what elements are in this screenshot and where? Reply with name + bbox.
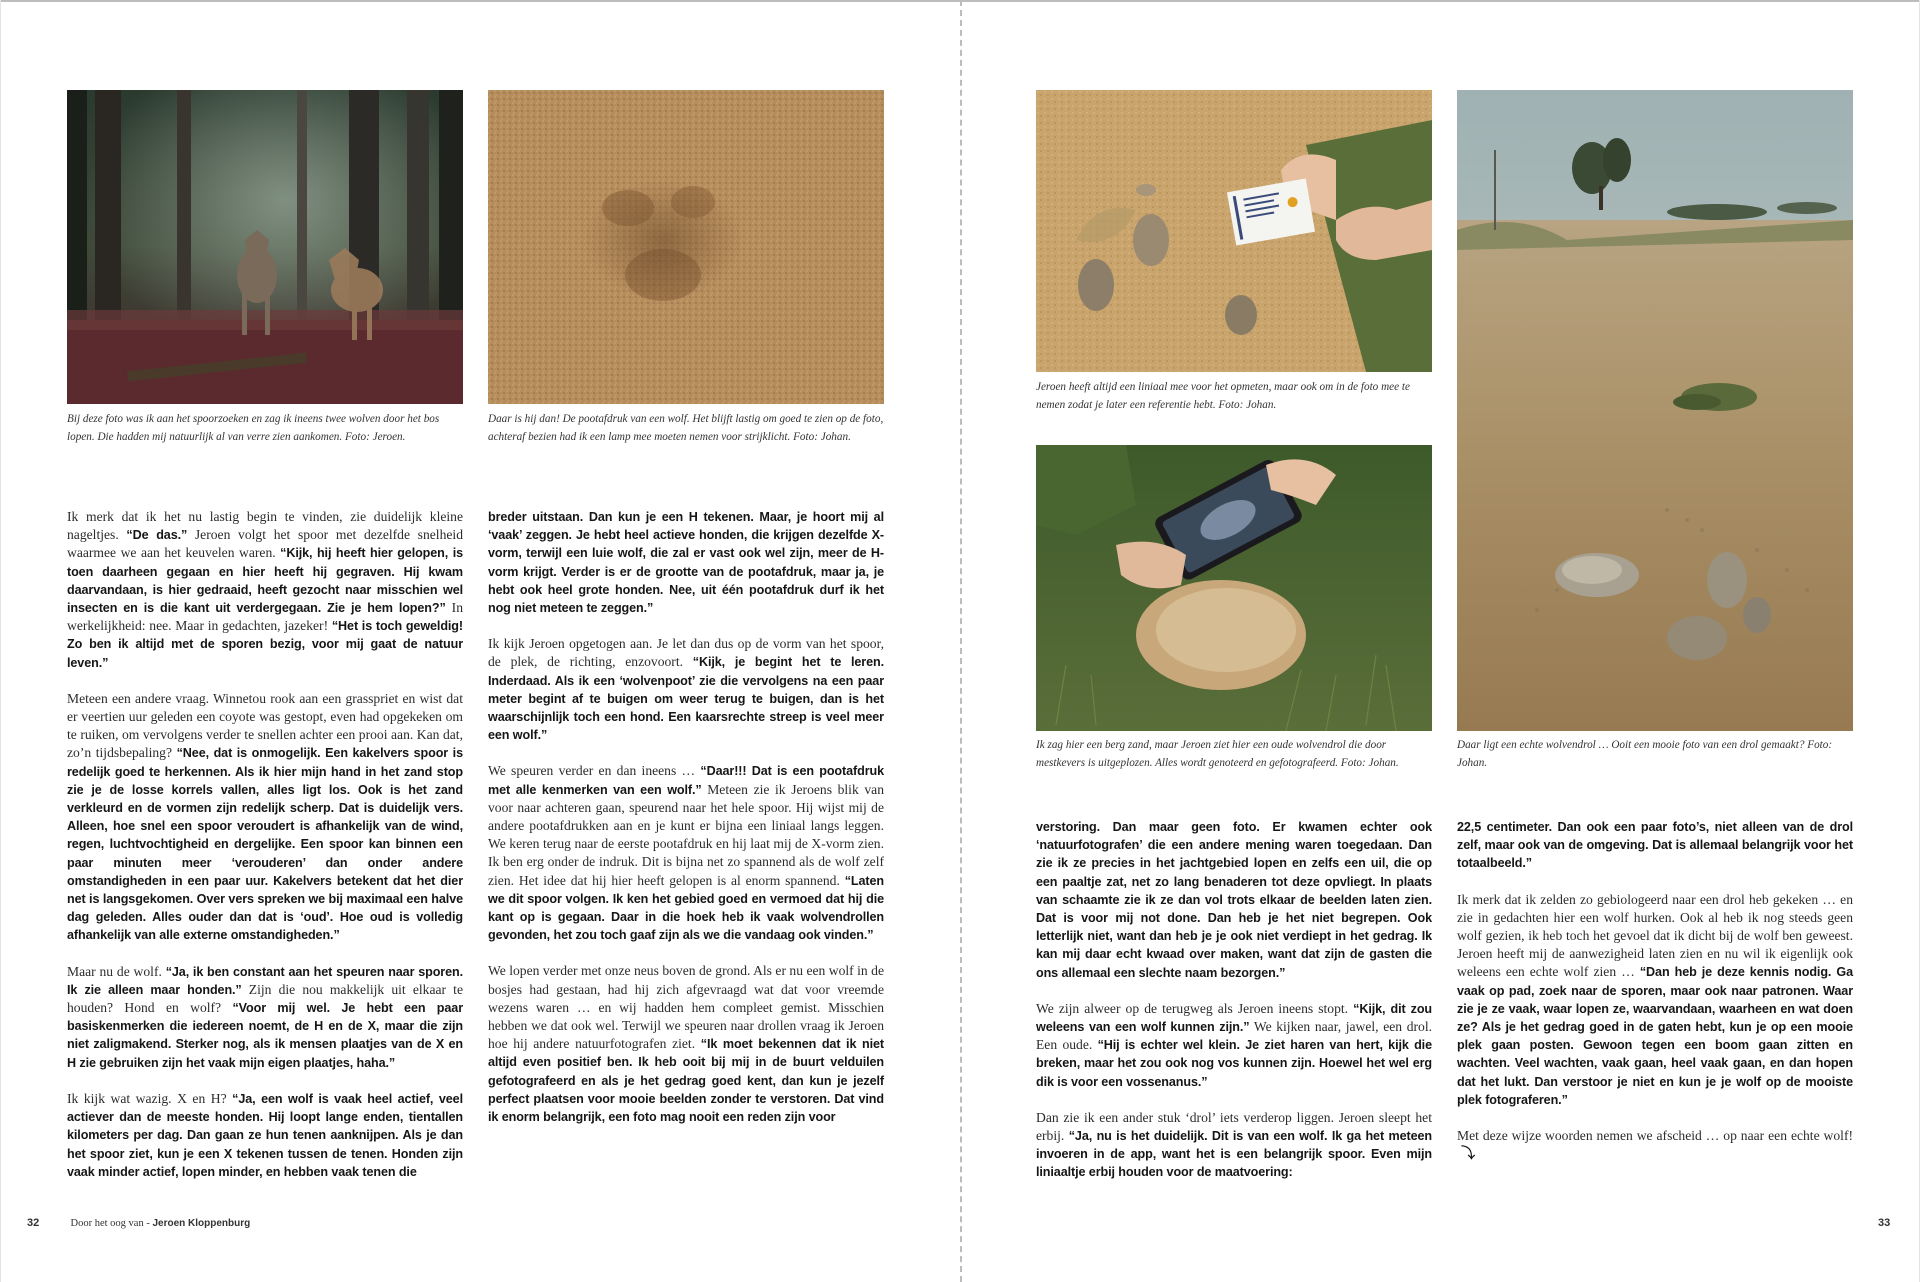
paragraph — [1457, 818, 1853, 873]
paragraph: We zijn alweer op de terugweg als Jeroen ineens stopt. “Kijk, dit zou weleens van een wolf kunnen zijn.” We kijken naar, jawel, een drol. Een oude. “Hij is echter wel klein. Je ziet haren van hert, kijk die breken, maar het zou ook nog vos kunnen zijn. Hoewel het wel erg dik is voor een vossenanus.” — [1036, 1000, 1433, 1089]
paragraph: We speuren verder en dan ineens … “Daar!!! Dat is een pootafdruk met alle kenmerken van een wolf.” Meteen zie ik Jeroens blik van voor naar achteren gaan, speurend naar het hele spoor. Hij wijst mij de andere pootafdrukken aan en je kunt er bijna een liniaal langs leggen. We keren terug naar de eerste pootafdruk en hij laat mij de X-vorm zien. Ik ben erg onder de indruk. Dit is bijna net zo spannend als de wolf zelf zien. Het idee dat hij hier heeft gelopen is al enorm spannend. “Laten we dit spoor volgen. Ik ken het gebied goed en vermoed dat hij die kant op is gegaan. Daar in die hoek heb ik vaak wolvendrollen gevonden, het zou toch gaaf zijn als we die vandaag ook vinden.” — [488, 763, 884, 943]
quote-text: “Kijk, dit zou weleens van een wolf kunnen zijn.” — [1036, 1001, 1433, 1035]
quote-text: “Hij is echter wel klein. Je ziet haren van hert, kijk die breken, maar het zou ook nog vos kunnen zijn. Hoewel het wel erg dik is voor een vossenanus.” — [1036, 1038, 1432, 1089]
quote-text: “Kijk, je begint het te leren. Inderdaad. Als ik een ‘wolvenpoot’ zie die vervolgens na een paar meter begint af te buigen om weer terug te buigen, dan is het waarschijnlijk toch een hond. Een kaarsrechte streep is veel meer een wolf.” — [488, 655, 884, 743]
footer-series-label: Door het oog van - — [70, 1218, 153, 1229]
article-column-3 — [1036, 818, 1432, 1182]
page-edge-left — [0, 0, 1, 1282]
curved-arrow-icon: ⤵ — [1461, 1146, 1475, 1163]
paragraph: Ik kijk wat wazig. X en H? “Ja, een wolf is vaak heel actief, veel actiever dan de meeste honden. Hij loopt lange enden, tientallen kilometers per dag. Dan gaan ze hun tenen aanknijpen. Als je dan het spoor ziet, kun je een X tekenen tussen de tenen. Honden zijn vaak minder actief, lopen minder, en hebben vaak tenen die — [67, 1090, 463, 1179]
paragraph: Ik merk dat ik het nu lastig begin te vinden, zie duidelijk kleine nageltjes. “De das.” Jeroen volgt het spoor met dezelfde snelheid waarmee we aan het keuvelen waren. “Kijk, hij heeft hier gelopen, is toen daarheen gegaan en hier heeft hij gegraven. Hij kwam daarvandaan, is hier gedraaid, heeft gezocht naar misschien wel insecten en is die kant uit verdergegaan. Zie je hem lopen?” In werkelijkheid: nee. Maar in gedachten, jazeker! “Het is toch geweldig! Zo ben ik altijd met de sporen bezig, voor mij gaat de natuur leven.” — [67, 509, 463, 670]
quote-text: “Daar!!! Dat is een pootafdruk met alle kenmerken van een wolf.” — [488, 764, 884, 797]
paragraph: Maar nu de wolf. “Ja, ik ben constant aan het speuren naar sporen. Ik zie alleen maar honden.” Zijn die nou makkelijk uit elkaar te houden? Hond en wolf? “Voor mij wel. Je hebt een paar basiskenmerken die iedereen noemt, de H en de X, maar die zijn niet zaligmakend. Sterker nog, als ik mensen plaatjes van de X en H zie gebruiken zijn het vaak mijn eigen plaatjes, haha.” — [67, 963, 463, 1070]
quote-text: “De das.” — [126, 528, 188, 543]
paragraph: We lopen verder met onze neus boven de grond. Als er nu een wolf in de bosjes had gestaan, had hij zich afgevraagd wat dat voor vreemde wezens waren … en wij hadden hem compleet gemist. Misschien hebben we dat ook wel. Terwijl we speuren naar drollen vraag ik Jeroen hoe hij andere natuurfotografen ziet. “Ik moet bekennen dat ik niet altijd even positief ben. Ik heb ooit bij mij in de buurt velduilen gefotografeerd en als je het gedrag goed kent, dan kun je jezelf perfect plaatsen voor mooie beelden zonder te verstoren. Dat vind ik enorm belangrijk, een foto mag nooit een reden zijn voor — [488, 963, 884, 1125]
quote-text: “Ja, een wolf is vaak heel actief, veel actiever dan de meeste honden. Hij loopt lange enden, tientallen kilometers per dag. Dan gaan ze hun tenen aanknijpen. Als je dan het spoor ziet, kun je een X tekenen tussen de tenen. Honden zijn vaak minder actief, lopen minder, en hebben vaak tenen die — [67, 1091, 463, 1179]
photo-ruler-card — [1036, 90, 1432, 372]
article-column-4 — [1457, 818, 1853, 1163]
article-column-2 — [488, 508, 884, 1126]
photo-phone-scat — [1036, 445, 1432, 731]
quote-text: “Nee, dat is onmogelijk. Een kakelvers spoor is redelijk goed te herkennen. Als ik hier mijn hand in het zand stop zie je de losse korrels vallen, alles ligt los. Ook is het zand verkleurd en de vormen zijn redelijk scherp. Dat is duidelijk vers. Alleen, hoe snel een spoor veroudert is afhankelijk van de wind, regen, luchtvochtigheid en dergelijke. Een spoor kan binnen een paar minuten meer ‘verouderen’ dan onder andere omstandigheden in een paar uur. Kakelvers betekent dat het dier net is langsgekomen. Over vers spreken we bij maximaal een halve dag geleden. Alles ouder dan dat is ‘oud’. Hoe oud is volledig afhankelijk van alle externe omstandigheden.” — [67, 746, 463, 943]
footer-author: Jeroen Kloppenburg — [152, 1218, 251, 1229]
quote-text: “Ja, nu is het duidelijk. Dit is van een wolf. Ik ga het meteen invoeren in de app, want het is een belangrijk spoor. Even mijn liniaaltje erbij houden voor de maatvoering: — [1036, 1129, 1432, 1180]
caption-ruler-photo: Jeroen heeft altijd een liniaal mee voor het opmeten, maar ook om in de foto mee te nemen zodat je later een referentie hebt. Foto: Johan. — [1036, 381, 1410, 411]
caption-scat-photo: Daar ligt een echte wolvendrol … Ooit een mooie foto van een drol gemaakt? Foto: Johan. — [1457, 739, 1833, 769]
paragraph — [488, 508, 884, 617]
quote-text: “Ja, ik ben constant aan het speuren naar sporen. Ik zie alleen maar honden.” — [67, 964, 463, 997]
page-number-left: 32 — [27, 1217, 40, 1229]
quote-text: “Ik moet bekennen dat ik niet altijd even positief ben. Ik heb ooit bij mij in de buurt velduilen gefotografeerd en als je het gedrag goed kent, dan kun je jezelf perfect plaatsen voor mooie beelden zonder te verstoren. Dat vind ik enorm belangrijk, een foto mag nooit een reden zijn voor — [488, 1037, 884, 1125]
paragraph: Ik merk dat ik zelden zo gebiologeerd naar een drol heb gekeken … en zie in gedachten hier een wolf hurken. Ook al heb ik nog steeds geen wolf gezien, ik heb toch het gevoel dat ik dicht bij de wolf ben geweest. Jeroen heeft mij de aanwezigheid laten zien en nu wil ik eigenlijk ook weleens een echte wolf zien … “Dan heb je deze kennis nodig. Ga vaak op pad, zoek naar de sporen, maar ook naar patronen. Waar zie je ze vaak, waar lopen ze, waarvandaan, waarheen en wat doen ze? Als je het gedrag goed in de gaten hebt, kun je op een mooie plek gaan posten. Gewoon tegen een boom gaan zitten en wachten. Veel wachten, vaak gaan, heel vaak gaan, en dan hopen dat het lukt. Dan verstoor je niet en kun je je wolf op de mooiste plek fotograferen.” — [1457, 891, 1853, 1107]
paragraph: Dan zie ik een ander stuk ‘drol’ iets verderop liggen. Jeroen sleept het erbij. “Ja, nu is het duidelijk. Dit is van een wolf. Ik ga het meteen invoeren in de app, want het is een belangrijk spoor. Even mijn liniaaltje erbij houden voor de maatvoering: — [1036, 1109, 1432, 1180]
paragraph — [1036, 818, 1432, 982]
quote-text: verstoring. Dan maar geen foto. Er kwamen echter ook ‘natuurfotografen’ die een andere mening waren toegedaan. Dan zie ik ze precies in het jachtgebied lopen en zelfs een uil, die op een paaltje zat, net zo lang benaderen tot deze opvliegt. In plaats van schaamte zie ik ze dan vol trots elkaar de beelden laten zien. Dat is voor mij not done. Dan heb je het niet begrepen. Ook letterlijk niet, want dan heb je je ook niet verdiept in het gedrag. Ik kan mij daar echt kwaad over maken, want dat zijn de gasten die ons allemaal een slechte naam bezorgen.” — [1036, 820, 1432, 980]
page-spine-divider — [960, 0, 962, 1282]
paragraph: Meteen een andere vraag. Winnetou rook aan een grasspriet en wist dat er veertien uur geleden een coyote was gestopt, even had opgekeken om te ruiken, om vervolgens verder te snellen achter een prooi aan. Kan dat, zo’n tijdsbepaling? “Nee, dat is onmogelijk. Een kakelvers spoor is redelijk goed te herkennen. Als ik hier mijn hand in het zand stop zie je de losse korrels vallen, alles ligt los. Ook is het zand verkleurd en de vormen zijn redelijk scherp. Dat is duidelijk vers. Alleen, hoe snel een spoor veroudert is afhankelijk van de wind, regen, luchtvochtigheid en dergelijke. Een spoor kan binnen een paar minuten meer ‘verouderen’ dan onder andere omstandigheden in een paar uur. Kakelvers betekent dat het dier net is langsgekomen. Over vers spreken we bij maximaal een halve dag geleden. Alles ouder dan dat is ‘oud’. Hoe oud is volledig afhankelijk van alle externe omstandigheden.” — [67, 690, 463, 943]
caption-phone-photo: Ik zag hier een berg zand, maar Jeroen ziet hier een oude wolvendrol die door mestkevers is uitgeplozen. Alles wordt genoteerd en gefotografeerd. Foto: Johan. — [1036, 739, 1399, 769]
quote-text: “Het is toch geweldig! Zo ben ik altijd met de sporen bezig, voor mij gaat de natuur leven.” — [67, 619, 463, 670]
paragraph: Ik kijk Jeroen opgetogen aan. Je let dan dus op de vorm van het spoor, de plek, de richting, enzovoort. “Kijk, je begint het te leren. Inderdaad. Als ik een ‘wolvenpoot’ zie die vervolgens na een paar meter begint af te buigen om weer terug te buigen, dan is het waarschijnlijk toch een hond. Een kaarsrechte streep is veel meer een wolf.” — [488, 636, 884, 743]
page-number-right: 33 — [1878, 1217, 1891, 1229]
caption-wolves-photo: Bij deze foto was ik aan het spoorzoeken en zag ik ineens twee wolven door het bos lopen. Die hadden mij natuurlijk al van verre zien aankomen. Foto: Jeroen. — [67, 413, 440, 443]
photo-wolves-forest — [67, 90, 463, 404]
quote-text: “Kijk, hij heeft hier gelopen, is toen daarheen gegaan en hier heeft hij gegraven. Hij kwam daarvandaan, is hier gedraaid, heeft gezocht naar misschien wel insecten en is die kant uit verdergegaan. Zie je hem lopen?” — [67, 546, 463, 616]
quote-text: breder uitstaan. Dan kun je een H tekenen. Maar, je hoort mij al ‘vaak’ zeggen. Je hebt heel actieve honden, die krijgen dezelfde X-vorm, terwijl een luie wolf, die zal er vast ook wel zijn, meer de H-vorm krijgt. Verder is er de grootte van de pootafdruk, maar ja, je hebt ook heel grote honden. Nee, uit één pootafdruk durf ik het nog niet meteen te zeggen.” — [488, 510, 884, 616]
footer-left — [27, 1216, 250, 1231]
quote-text: 22,5 centimeter. Dan ook een paar foto’s, niet alleen van de drol zelf, maar ook van de omgeving. Dat is allemaal belangrijk voor het totaalbeeld.” — [1457, 820, 1853, 871]
caption-pawprint-photo: Daar is hij dan! De pootafdruk van een wolf. Het blijft lastig om goed te zien op de foto, achteraf bezien had ik een lamp mee moeten nemen voor strijklicht. Foto: Johan. — [488, 413, 884, 443]
footer-right — [1878, 1216, 1890, 1231]
photo-pawprint-sand — [488, 90, 884, 404]
paragraph: Met deze wijze woorden nemen we afscheid … op naar een echte wolf!⤵ — [1457, 1128, 1853, 1163]
quote-text: “Laten we dit spoor volgen. Ik ken het gebied goed en vermoed dat hij die kant op is gegaan. Daar in die hoek heb ik vaak wolvendrollen gevonden, het zou toch gaaf zijn als we die vandaag ook vinden.” — [488, 873, 884, 943]
quote-text: “Voor mij wel. Je hebt een paar basiskenmerken die iedereen noemt, de H en de X, maar die zijn niet zaligmakend. Sterker nog, als ik mensen plaatjes van de X en H zie gebruiken zijn het vaak mijn eigen plaatjes, haha.” — [67, 1001, 463, 1070]
quote-text: “Dan heb je deze kennis nodig. Ga vaak op pad, zoek naar de sporen, maar ook naar patronen. Waar zie je ze vaak, waar lopen ze, waarvandaan, waarheen en wat doen ze? Als je het gedrag goed in de gaten hebt, kun je op een mooie plek gaan posten. Gewoon tegen een boom gaan zitten en wachten. Veel wachten, vaak gaan, heel vaak gaan, en dan hopen dat het lukt. Dan verstoor je niet en kun je je wolf op de mooiste plek fotograferen.” — [1457, 965, 1853, 1107]
photo-scat-landscape — [1457, 90, 1853, 731]
article-column-1 — [67, 508, 463, 1181]
